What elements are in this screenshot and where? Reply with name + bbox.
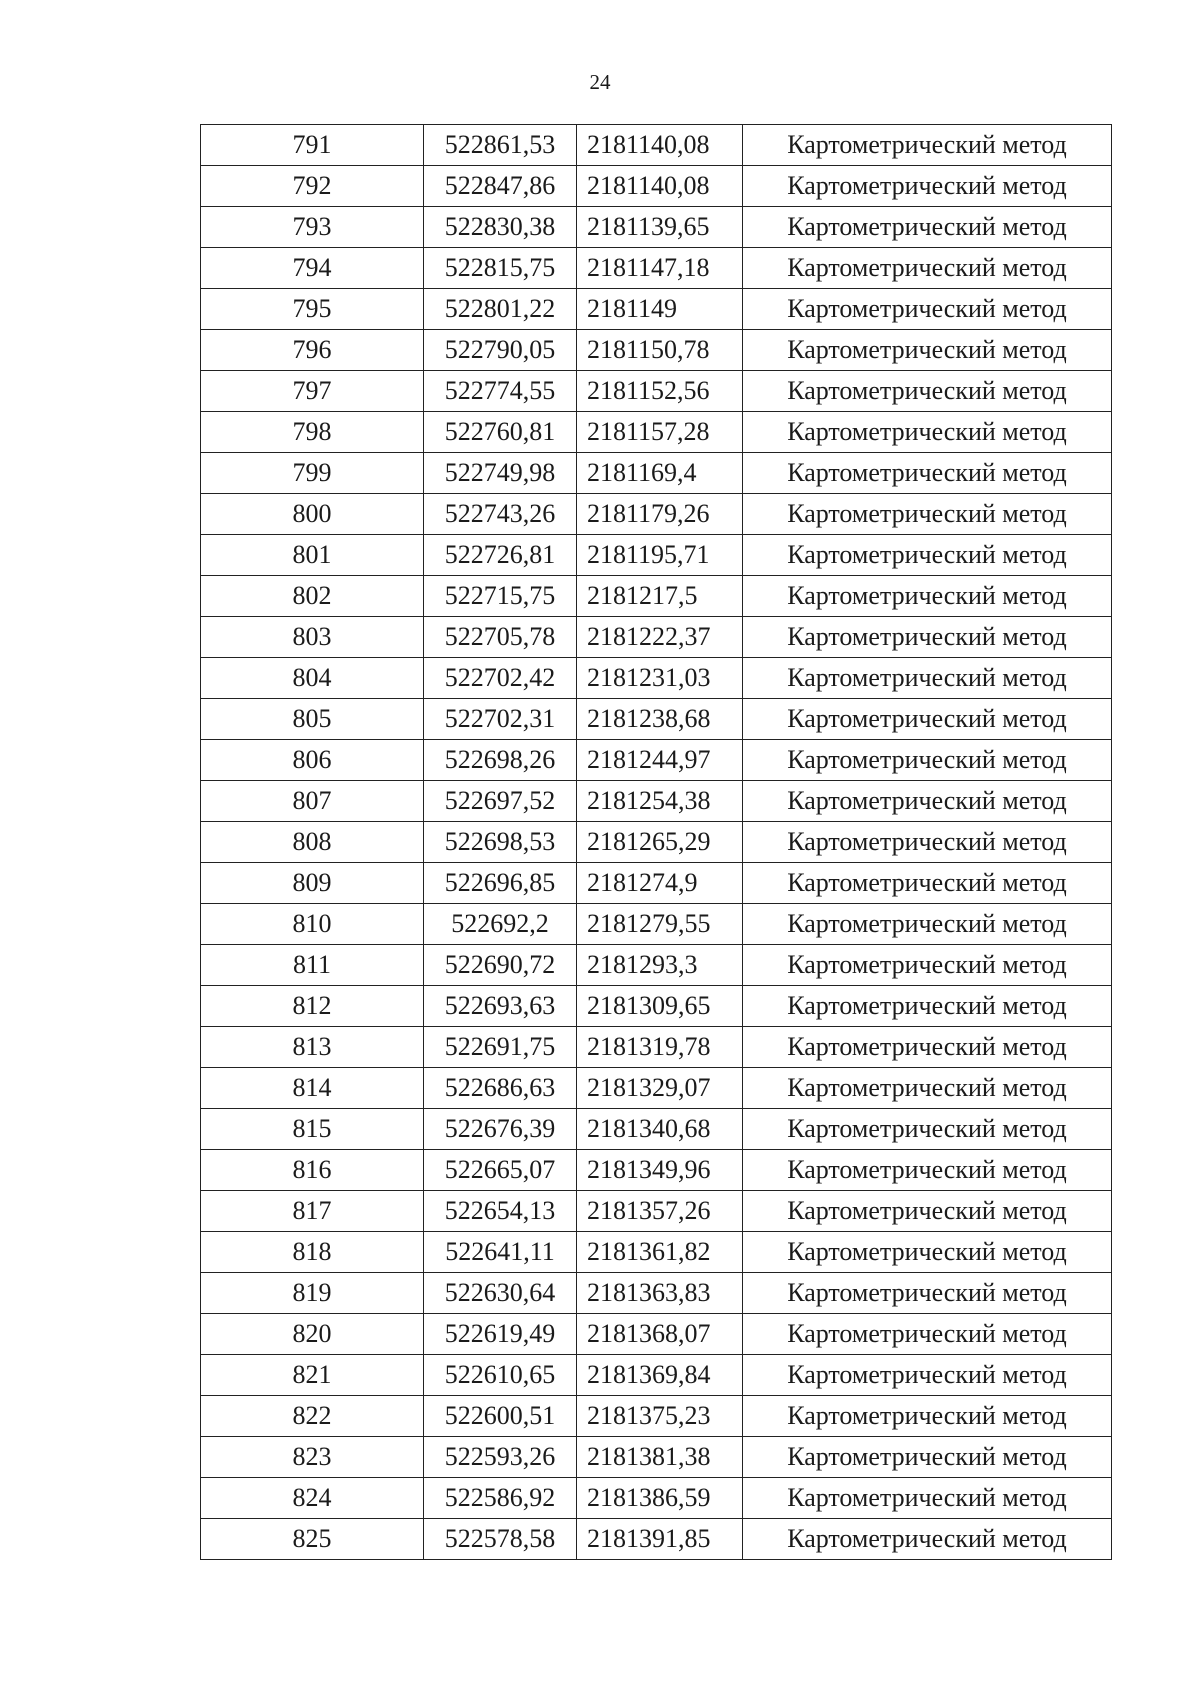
x-coordinate-cell: 522698,53 [424,822,577,863]
x-coordinate-cell: 522686,63 [424,1068,577,1109]
point-number-cell: 819 [201,1273,424,1314]
y-coordinate-cell: 2181368,07 [577,1314,743,1355]
method-cell: Картометрический метод [743,658,1112,699]
x-coordinate-cell: 522654,13 [424,1191,577,1232]
method-cell: Картометрический метод [743,1273,1112,1314]
x-coordinate-cell: 522726,81 [424,535,577,576]
table-row [201,1314,1112,1355]
y-coordinate-cell: 2181231,03 [577,658,743,699]
point-number-cell: 818 [201,1232,424,1273]
x-coordinate-cell: 522693,63 [424,986,577,1027]
point-number-cell: 792 [201,166,424,207]
x-coordinate-cell: 522847,86 [424,166,577,207]
table-row [201,863,1112,904]
y-coordinate-cell: 2181179,26 [577,494,743,535]
point-number-cell: 795 [201,289,424,330]
method-cell: Картометрический метод [743,1232,1112,1273]
table-row [201,617,1112,658]
point-number-cell: 821 [201,1355,424,1396]
point-number-cell: 811 [201,945,424,986]
x-coordinate-cell: 522830,38 [424,207,577,248]
point-number-cell: 797 [201,371,424,412]
table-row [201,494,1112,535]
table-row [201,535,1112,576]
method-cell: Картометрический метод [743,617,1112,658]
table-row [201,699,1112,740]
y-coordinate-cell: 2181147,18 [577,248,743,289]
point-number-cell: 804 [201,658,424,699]
x-coordinate-cell: 522696,85 [424,863,577,904]
method-cell: Картометрический метод [743,986,1112,1027]
point-number-cell: 791 [201,125,424,166]
table-row [201,1396,1112,1437]
method-cell: Картометрический метод [743,289,1112,330]
method-cell: Картометрический метод [743,904,1112,945]
method-cell: Картометрический метод [743,1314,1112,1355]
table-row [201,904,1112,945]
method-cell: Картометрический метод [743,1355,1112,1396]
point-number-cell: 794 [201,248,424,289]
point-number-cell: 802 [201,576,424,617]
x-coordinate-cell: 522586,92 [424,1478,577,1519]
point-number-cell: 800 [201,494,424,535]
point-number-cell: 809 [201,863,424,904]
point-number-cell: 805 [201,699,424,740]
method-cell: Картометрический метод [743,207,1112,248]
method-cell: Картометрический метод [743,453,1112,494]
x-coordinate-cell: 522619,49 [424,1314,577,1355]
table-row [201,248,1112,289]
y-coordinate-cell: 2181349,96 [577,1150,743,1191]
y-coordinate-cell: 2181309,65 [577,986,743,1027]
y-coordinate-cell: 2181169,4 [577,453,743,494]
method-cell: Картометрический метод [743,1396,1112,1437]
y-coordinate-cell: 2181139,65 [577,207,743,248]
y-coordinate-cell: 2181152,56 [577,371,743,412]
x-coordinate-cell: 522641,11 [424,1232,577,1273]
method-cell: Картометрический метод [743,781,1112,822]
x-coordinate-cell: 522715,75 [424,576,577,617]
y-coordinate-cell: 2181157,28 [577,412,743,453]
table-row [201,781,1112,822]
y-coordinate-cell: 2181274,9 [577,863,743,904]
table-row [201,945,1112,986]
x-coordinate-cell: 522790,05 [424,330,577,371]
y-coordinate-cell: 2181375,23 [577,1396,743,1437]
y-coordinate-cell: 2181244,97 [577,740,743,781]
point-number-cell: 801 [201,535,424,576]
method-cell: Картометрический метод [743,1437,1112,1478]
point-number-cell: 806 [201,740,424,781]
method-cell: Картометрический метод [743,494,1112,535]
method-cell: Картометрический метод [743,822,1112,863]
point-number-cell: 808 [201,822,424,863]
table-row [201,1437,1112,1478]
x-coordinate-cell: 522749,98 [424,453,577,494]
point-number-cell: 817 [201,1191,424,1232]
method-cell: Картометрический метод [743,699,1112,740]
table-row [201,1355,1112,1396]
table-row [201,207,1112,248]
y-coordinate-cell: 2181357,26 [577,1191,743,1232]
method-cell: Картометрический метод [743,125,1112,166]
method-cell: Картометрический метод [743,248,1112,289]
point-number-cell: 796 [201,330,424,371]
point-number-cell: 825 [201,1519,424,1560]
x-coordinate-cell: 522815,75 [424,248,577,289]
y-coordinate-cell: 2181150,78 [577,330,743,371]
x-coordinate-cell: 522610,65 [424,1355,577,1396]
table-row [201,658,1112,699]
y-coordinate-cell: 2181381,38 [577,1437,743,1478]
table-row [201,1519,1112,1560]
point-number-cell: 810 [201,904,424,945]
table-row [201,371,1112,412]
point-number-cell: 799 [201,453,424,494]
page-number: 24 [589,70,611,94]
y-coordinate-cell: 2181293,3 [577,945,743,986]
table-row [201,1478,1112,1519]
method-cell: Картометрический метод [743,330,1112,371]
table-row [201,576,1112,617]
method-cell: Картометрический метод [743,1068,1112,1109]
method-cell: Картометрический метод [743,1150,1112,1191]
y-coordinate-cell: 2181238,68 [577,699,743,740]
x-coordinate-cell: 522698,26 [424,740,577,781]
point-number-cell: 807 [201,781,424,822]
method-cell: Картометрический метод [743,535,1112,576]
method-cell: Картометрический метод [743,1478,1112,1519]
y-coordinate-cell: 2181140,08 [577,166,743,207]
point-number-cell: 813 [201,1027,424,1068]
method-cell: Картометрический метод [743,166,1112,207]
point-number-cell: 822 [201,1396,424,1437]
x-coordinate-cell: 522593,26 [424,1437,577,1478]
coordinates-table-body [201,125,1112,1560]
x-coordinate-cell: 522702,42 [424,658,577,699]
method-cell: Картометрический метод [743,371,1112,412]
point-number-cell: 815 [201,1109,424,1150]
method-cell: Картометрический метод [743,1027,1112,1068]
method-cell: Картометрический метод [743,1519,1112,1560]
table-row [201,1191,1112,1232]
table-row [201,125,1112,166]
table-row [201,822,1112,863]
x-coordinate-cell: 522760,81 [424,412,577,453]
y-coordinate-cell: 2181391,85 [577,1519,743,1560]
y-coordinate-cell: 2181149 [577,289,743,330]
y-coordinate-cell: 2181329,07 [577,1068,743,1109]
method-cell: Картометрический метод [743,945,1112,986]
x-coordinate-cell: 522801,22 [424,289,577,330]
table-row [201,1150,1112,1191]
y-coordinate-cell: 2181222,37 [577,617,743,658]
point-number-cell: 820 [201,1314,424,1355]
point-number-cell: 812 [201,986,424,1027]
method-cell: Картометрический метод [743,1191,1112,1232]
method-cell: Картометрический метод [743,1109,1112,1150]
table-row [201,1273,1112,1314]
x-coordinate-cell: 522665,07 [424,1150,577,1191]
x-coordinate-cell: 522774,55 [424,371,577,412]
x-coordinate-cell: 522676,39 [424,1109,577,1150]
y-coordinate-cell: 2181140,08 [577,125,743,166]
x-coordinate-cell: 522743,26 [424,494,577,535]
x-coordinate-cell: 522705,78 [424,617,577,658]
table-row [201,740,1112,781]
y-coordinate-cell: 2181386,59 [577,1478,743,1519]
point-number-cell: 793 [201,207,424,248]
x-coordinate-cell: 522600,51 [424,1396,577,1437]
table-row [201,1232,1112,1273]
table-row [201,1109,1112,1150]
x-coordinate-cell: 522702,31 [424,699,577,740]
y-coordinate-cell: 2181217,5 [577,576,743,617]
method-cell: Картометрический метод [743,412,1112,453]
table-row [201,289,1112,330]
x-coordinate-cell: 522630,64 [424,1273,577,1314]
y-coordinate-cell: 2181369,84 [577,1355,743,1396]
method-cell: Картометрический метод [743,863,1112,904]
y-coordinate-cell: 2181319,78 [577,1027,743,1068]
y-coordinate-cell: 2181279,55 [577,904,743,945]
point-number-cell: 816 [201,1150,424,1191]
y-coordinate-cell: 2181361,82 [577,1232,743,1273]
coordinates-table [200,124,1112,1560]
table-row [201,166,1112,207]
point-number-cell: 798 [201,412,424,453]
point-number-cell: 814 [201,1068,424,1109]
y-coordinate-cell: 2181265,29 [577,822,743,863]
y-coordinate-cell: 2181254,38 [577,781,743,822]
y-coordinate-cell: 2181363,83 [577,1273,743,1314]
table-row [201,1027,1112,1068]
point-number-cell: 803 [201,617,424,658]
x-coordinate-cell: 522692,2 [424,904,577,945]
y-coordinate-cell: 2181195,71 [577,535,743,576]
x-coordinate-cell: 522578,58 [424,1519,577,1560]
x-coordinate-cell: 522861,53 [424,125,577,166]
table-row [201,453,1112,494]
method-cell: Картометрический метод [743,576,1112,617]
x-coordinate-cell: 522697,52 [424,781,577,822]
table-row [201,412,1112,453]
table-row [201,986,1112,1027]
y-coordinate-cell: 2181340,68 [577,1109,743,1150]
x-coordinate-cell: 522690,72 [424,945,577,986]
table-row [201,330,1112,371]
method-cell: Картометрический метод [743,740,1112,781]
point-number-cell: 823 [201,1437,424,1478]
table-row [201,1068,1112,1109]
x-coordinate-cell: 522691,75 [424,1027,577,1068]
point-number-cell: 824 [201,1478,424,1519]
